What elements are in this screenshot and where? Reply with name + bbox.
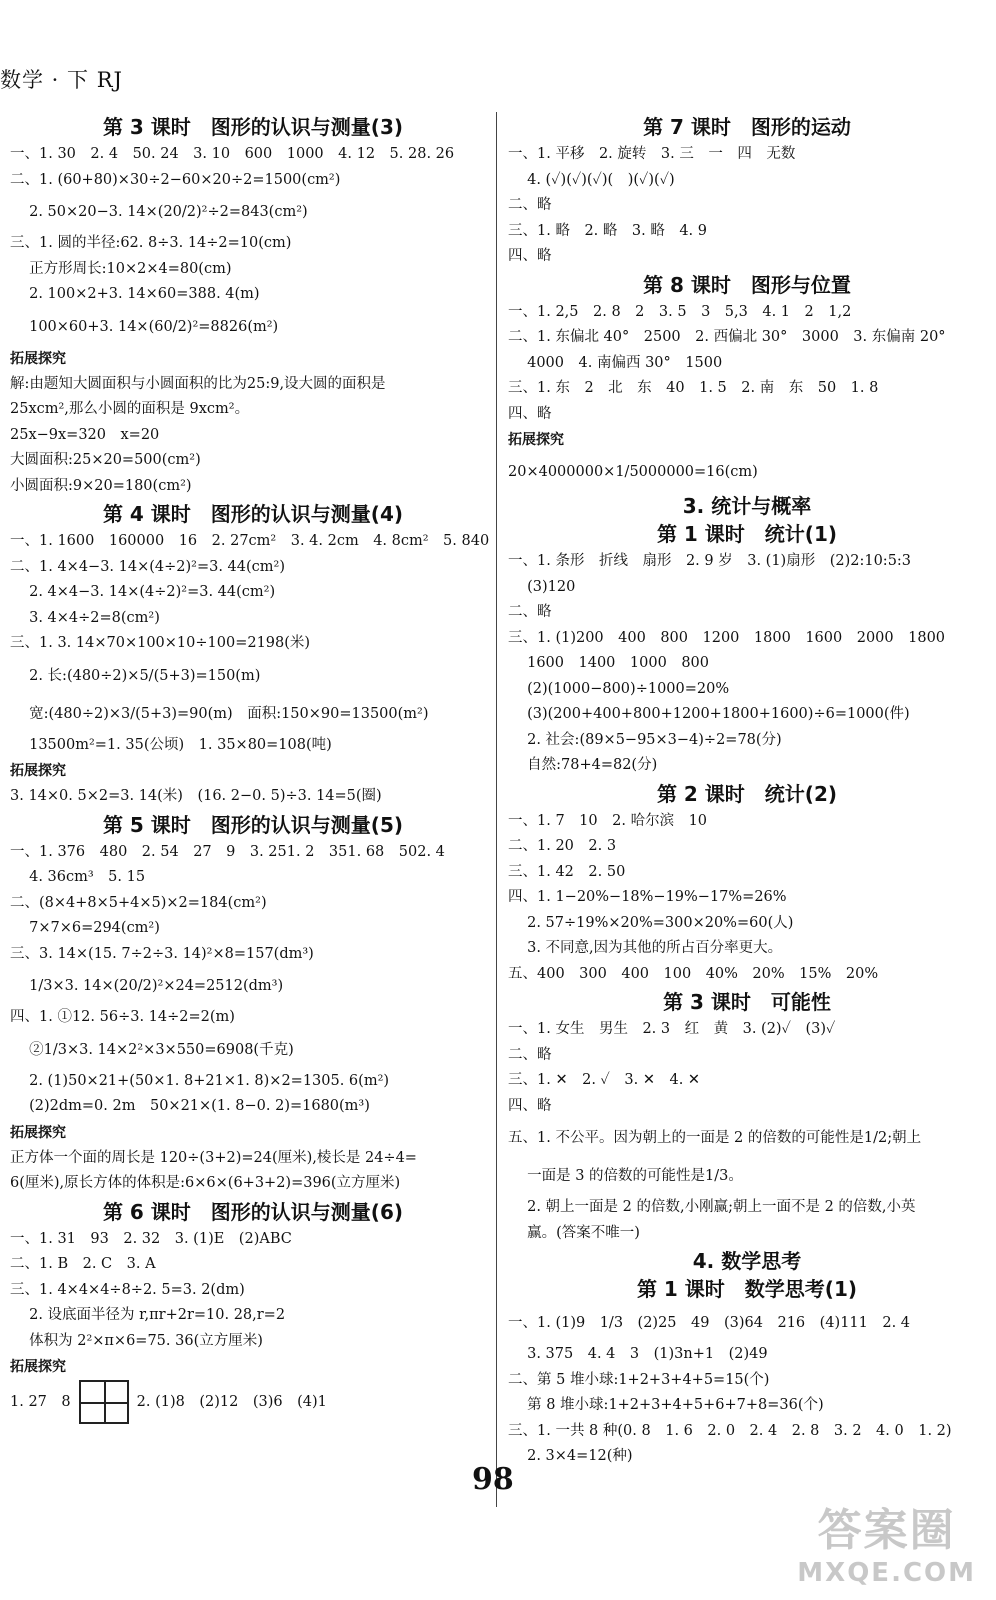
answer-line: 三、3. 14×(15. 7÷2÷3. 14)²×8=157(dm³) bbox=[10, 945, 314, 962]
answer-line: 三、1. 3. 14×70×100×10÷100=2198(米) bbox=[10, 635, 311, 651]
answer-line: 大圆面积:25×20=500(cm²) bbox=[10, 452, 201, 468]
column-divider bbox=[496, 112, 497, 1507]
answer-line: 20×4000000×1/5000000=16(cm) bbox=[508, 464, 758, 480]
answer-text: 2. (1)8 (2)12 (3)6 (4)1 bbox=[136, 1394, 327, 1410]
answer-line: 一、1. 条形 折线 扇形 2. 9 岁 3. (1)扇形 (2)2:10:5:3 bbox=[508, 553, 912, 569]
answer-line: 四、略 bbox=[508, 1097, 552, 1114]
answer-line: 一、1. 7 10 2. 哈尔滨 10 bbox=[508, 812, 708, 829]
answer-line: 三、1. 略 2. 略 3. 略 4. 9 bbox=[508, 222, 707, 239]
answer-line: 3. 14×0. 5×2=3. 14(米) (16. 2−0. 5)÷3. 14=5(圈) bbox=[10, 788, 382, 804]
answer-line: 二、略 bbox=[508, 604, 552, 620]
explore-label: 拓展探究 bbox=[10, 1359, 66, 1375]
answer-line: 2. (1)50×21+(50×1. 8+21×1. 8)×2=1305. 6(m²) bbox=[10, 1072, 390, 1089]
answer-line: 3. 4×4÷2=8(cm²) bbox=[10, 609, 160, 626]
answer-line: 1600 1400 1000 800 bbox=[508, 655, 709, 671]
answer-line: 6(厘米),原长方体的体积是:6×6×(6+3+2)=396(立方厘米) bbox=[10, 1175, 401, 1191]
answer-line: 赢。(答案不唯一) bbox=[508, 1224, 640, 1241]
answer-line: 小圆面积:9×20=180(cm²) bbox=[10, 477, 192, 494]
answer-line: 25x−9x=320 x=20 bbox=[10, 426, 160, 443]
section-heading: 第 2 课时 统计(2) bbox=[656, 781, 838, 806]
answer-line: 100×60+3. 14×(60/2)²=8826(m²) bbox=[10, 318, 279, 335]
answer-line: 7×7×6=294(cm²) bbox=[10, 920, 160, 936]
answer-line: 二、略 bbox=[508, 197, 552, 213]
answer-line: 四、略 bbox=[508, 248, 552, 264]
section-heading: 第 1 课时 数学思考(1) bbox=[636, 1277, 858, 1301]
watermark-url: MXQE.COM bbox=[797, 1558, 976, 1588]
explore-label: 拓展探究 bbox=[10, 1124, 66, 1141]
answer-line: 3. 375 4. 4 3 (1)3n+1 (2)49 bbox=[508, 1346, 768, 1362]
answer-line: 二、1. 4×4−3. 14×(4÷2)²=3. 44(cm²) bbox=[10, 558, 286, 575]
answer-line: 一、1. 31 93 2. 32 3. (1)E (2)ABC bbox=[10, 1230, 292, 1247]
answer-line bbox=[10, 1380, 496, 1424]
answer-line: 解:由题知大圆面积与小圆面积的比为25:9,设大圆的面积是 bbox=[10, 375, 386, 392]
answer-line: 三、1. ✕ 2. ✓ 3. ✕ 4. ✕ bbox=[508, 1072, 701, 1088]
answer-line: (2)2dm=0. 2m 50×21×(1. 8−0. 2)=1680(m³) bbox=[10, 1098, 370, 1114]
answer-line: 宽:(480÷2)×3/(5+3)=90(m) 面积:150×90=13500(m²) bbox=[10, 705, 429, 722]
answer-line: 四、1. 1−20%−18%−19%−17%=26% bbox=[508, 889, 787, 905]
explore-label: 拓展探究 bbox=[10, 763, 66, 779]
answer-line: 2. 长:(480÷2)×5/(5+3)=150(m) bbox=[10, 667, 261, 684]
section-heading: 第 5 课时 图形的认识与测量(5) bbox=[102, 812, 404, 837]
answer-line: 正方体一个面的周长是 120÷(3+2)=24(厘米),棱长是 24÷4= bbox=[10, 1149, 417, 1166]
explore-label: 拓展探究 bbox=[10, 350, 66, 367]
right-column bbox=[508, 112, 986, 1470]
answer-line: (3)(200+400+800+1200+1800+1600)÷6=1000(件) bbox=[508, 706, 910, 722]
answer-line: 2. 朝上一面是 2 的倍数,小刚赢;朝上一面不是 2 的倍数,小英 bbox=[508, 1199, 916, 1215]
answer-line: 五、400 300 400 100 40% 20% 15% 20% bbox=[508, 965, 879, 982]
answer-line: 25xcm²,那么小圆的面积是 9xcm²。 bbox=[10, 401, 250, 417]
answer-line: 四、略 bbox=[508, 405, 552, 422]
section-heading: 3. 统计与概率 bbox=[682, 494, 812, 518]
answer-line: 一、1. 平移 2. 旋转 3. 三 一 四 无数 bbox=[508, 146, 796, 162]
answer-line: 1/3×3. 14×(20/2)²×24=2512(dm³) bbox=[10, 978, 284, 994]
answer-line: 二、略 bbox=[508, 1046, 552, 1063]
answer-line: 五、1. 不公平。因为朝上的一面是 2 的倍数的可能性是1/2;朝上 bbox=[508, 1130, 922, 1146]
answer-line: 一、1. (1)9 1/3 (2)25 49 (3)64 216 (4)111 2. 4 bbox=[508, 1315, 911, 1331]
answer-line: 自然:78+4=82(分) bbox=[508, 757, 658, 773]
answer-line: 一、1. 1600 160000 16 2. 27cm² 3. 4. 2cm 4. 8cm² 5. 840 bbox=[10, 533, 490, 549]
answer-line: 三、1. 东 2 北 东 40 1. 5 2. 南 东 50 1. 8 bbox=[508, 380, 879, 396]
answer-line: 三、1. 圆的半径:62. 8÷3. 14÷2=10(cm) bbox=[10, 235, 292, 251]
answer-line: 2. 3×4=12(种) bbox=[508, 1448, 633, 1464]
answer-line: 3. 不同意,因为其他的所占百分率更大。 bbox=[508, 940, 783, 956]
page-number: 98 bbox=[472, 1462, 514, 1497]
watermark-main: 答案圈 bbox=[817, 1505, 956, 1556]
answer-line: ②1/3×3. 14×2²×3×550=6908(千克) bbox=[10, 1041, 294, 1058]
answer-line: 2. 设底面半径为 r,πr+2r=10. 28,r=2 bbox=[10, 1307, 286, 1323]
answer-line: 二、(8×4+8×5+4×5)×2=184(cm²) bbox=[10, 894, 267, 911]
answer-line: 三、1. 一共 8 种(0. 8 1. 6 2. 0 2. 4 2. 8 3. 2 4. 0 1. 2) bbox=[508, 1422, 952, 1439]
left-column bbox=[10, 112, 496, 1424]
grid-figure-icon bbox=[79, 1380, 129, 1424]
section-heading: 4. 数学思考 bbox=[692, 1249, 802, 1273]
answer-line: 二、1. B 2. C 3. A bbox=[10, 1256, 156, 1272]
answer-line: 2. 57÷19%×20%=300×20%=60(人) bbox=[508, 914, 794, 931]
answer-line: 二、第 5 堆小球:1+2+3+4+5=15(个) bbox=[508, 1371, 770, 1388]
answer-line: 2. 100×2+3. 14×60=388. 4(m) bbox=[10, 286, 260, 302]
section-heading: 第 3 课时 可能性 bbox=[663, 990, 831, 1014]
answer-line: 4. 36cm³ 5. 15 bbox=[10, 869, 146, 885]
answer-line: 2. 50×20−3. 14×(20/2)²÷2=843(cm²) bbox=[10, 204, 308, 220]
answer-line: 2. 4×4−3. 14×(4÷2)²=3. 44(cm²) bbox=[10, 584, 276, 600]
section-heading: 第 1 课时 统计(1) bbox=[656, 522, 838, 546]
watermark bbox=[797, 1494, 976, 1588]
answer-line: 四、1. ①12. 56÷3. 14÷2=2(m) bbox=[10, 1009, 235, 1025]
answer-line: 二、1. (60+80)×30÷2−60×20÷2=1500(cm²) bbox=[10, 171, 341, 188]
answer-line: 第 8 堆小球:1+2+3+4+5+6+7+8=36(个) bbox=[508, 1397, 824, 1413]
answer-line: (3)120 bbox=[508, 578, 576, 595]
answer-line: 三、1. 42 2. 50 bbox=[508, 863, 626, 880]
answer-line: 一面是 3 的倍数的可能性是1/3。 bbox=[508, 1168, 743, 1184]
answer-line: 一、1. 女生 男生 2. 3 红 黄 3. (2)✓ (3)✓ bbox=[508, 1021, 836, 1037]
page-header: 数学 · 下 RJ bbox=[0, 68, 123, 92]
section-heading: 第 7 课时 图形的运动 bbox=[643, 115, 851, 139]
answer-line: 正方形周长:10×2×4=80(cm) bbox=[10, 260, 232, 277]
answer-line: 2. 社会:(89×5−95×3−4)÷2=78(分) bbox=[508, 731, 782, 748]
answer-line: 4. (✓)(✓)(✓)( )(✓)(✓) bbox=[508, 171, 675, 188]
section-heading: 第 8 课时 图形与位置 bbox=[643, 272, 851, 297]
answer-line: 三、1. 4×4×4÷8÷2. 5=3. 2(dm) bbox=[10, 1281, 245, 1298]
answer-line: 一、1. 376 480 2. 54 27 9 3. 251. 2 351. 68 502. 4 bbox=[10, 843, 445, 860]
answer-text: 1. 27 8 bbox=[10, 1394, 71, 1410]
answer-line: 一、1. 2,5 2. 8 2 3. 5 3 5,3 4. 1 2 1,2 bbox=[508, 303, 852, 320]
answer-line: 一、1. 30 2. 4 50. 24 3. 10 600 1000 4. 12 5. 28. 26 bbox=[10, 146, 455, 162]
answer-line: 二、1. 东偏北 40° 2500 2. 西偏北 30° 3000 3. 东偏南 20° bbox=[508, 329, 946, 345]
section-heading: 第 6 课时 图形的认识与测量(6) bbox=[102, 1199, 404, 1224]
answer-line: 4000 4. 南偏西 30° 1500 bbox=[508, 354, 723, 371]
section-heading: 第 4 课时 图形的认识与测量(4) bbox=[102, 502, 404, 526]
section-heading: 第 3 课时 图形的认识与测量(3) bbox=[102, 115, 404, 139]
answer-line: 三、1. (1)200 400 800 1200 1800 1600 2000 1800 bbox=[508, 629, 946, 646]
answer-line: 13500m²=1. 35(公顷) 1. 35×80=108(吨) bbox=[10, 736, 332, 753]
answer-line: (2)(1000−800)÷1000=20% bbox=[508, 680, 730, 697]
answer-line: 二、1. 20 2. 3 bbox=[508, 838, 617, 854]
explore-label: 拓展探究 bbox=[508, 432, 564, 448]
answer-line: 体积为 2²×π×6=75. 36(立方厘米) bbox=[10, 1332, 263, 1349]
